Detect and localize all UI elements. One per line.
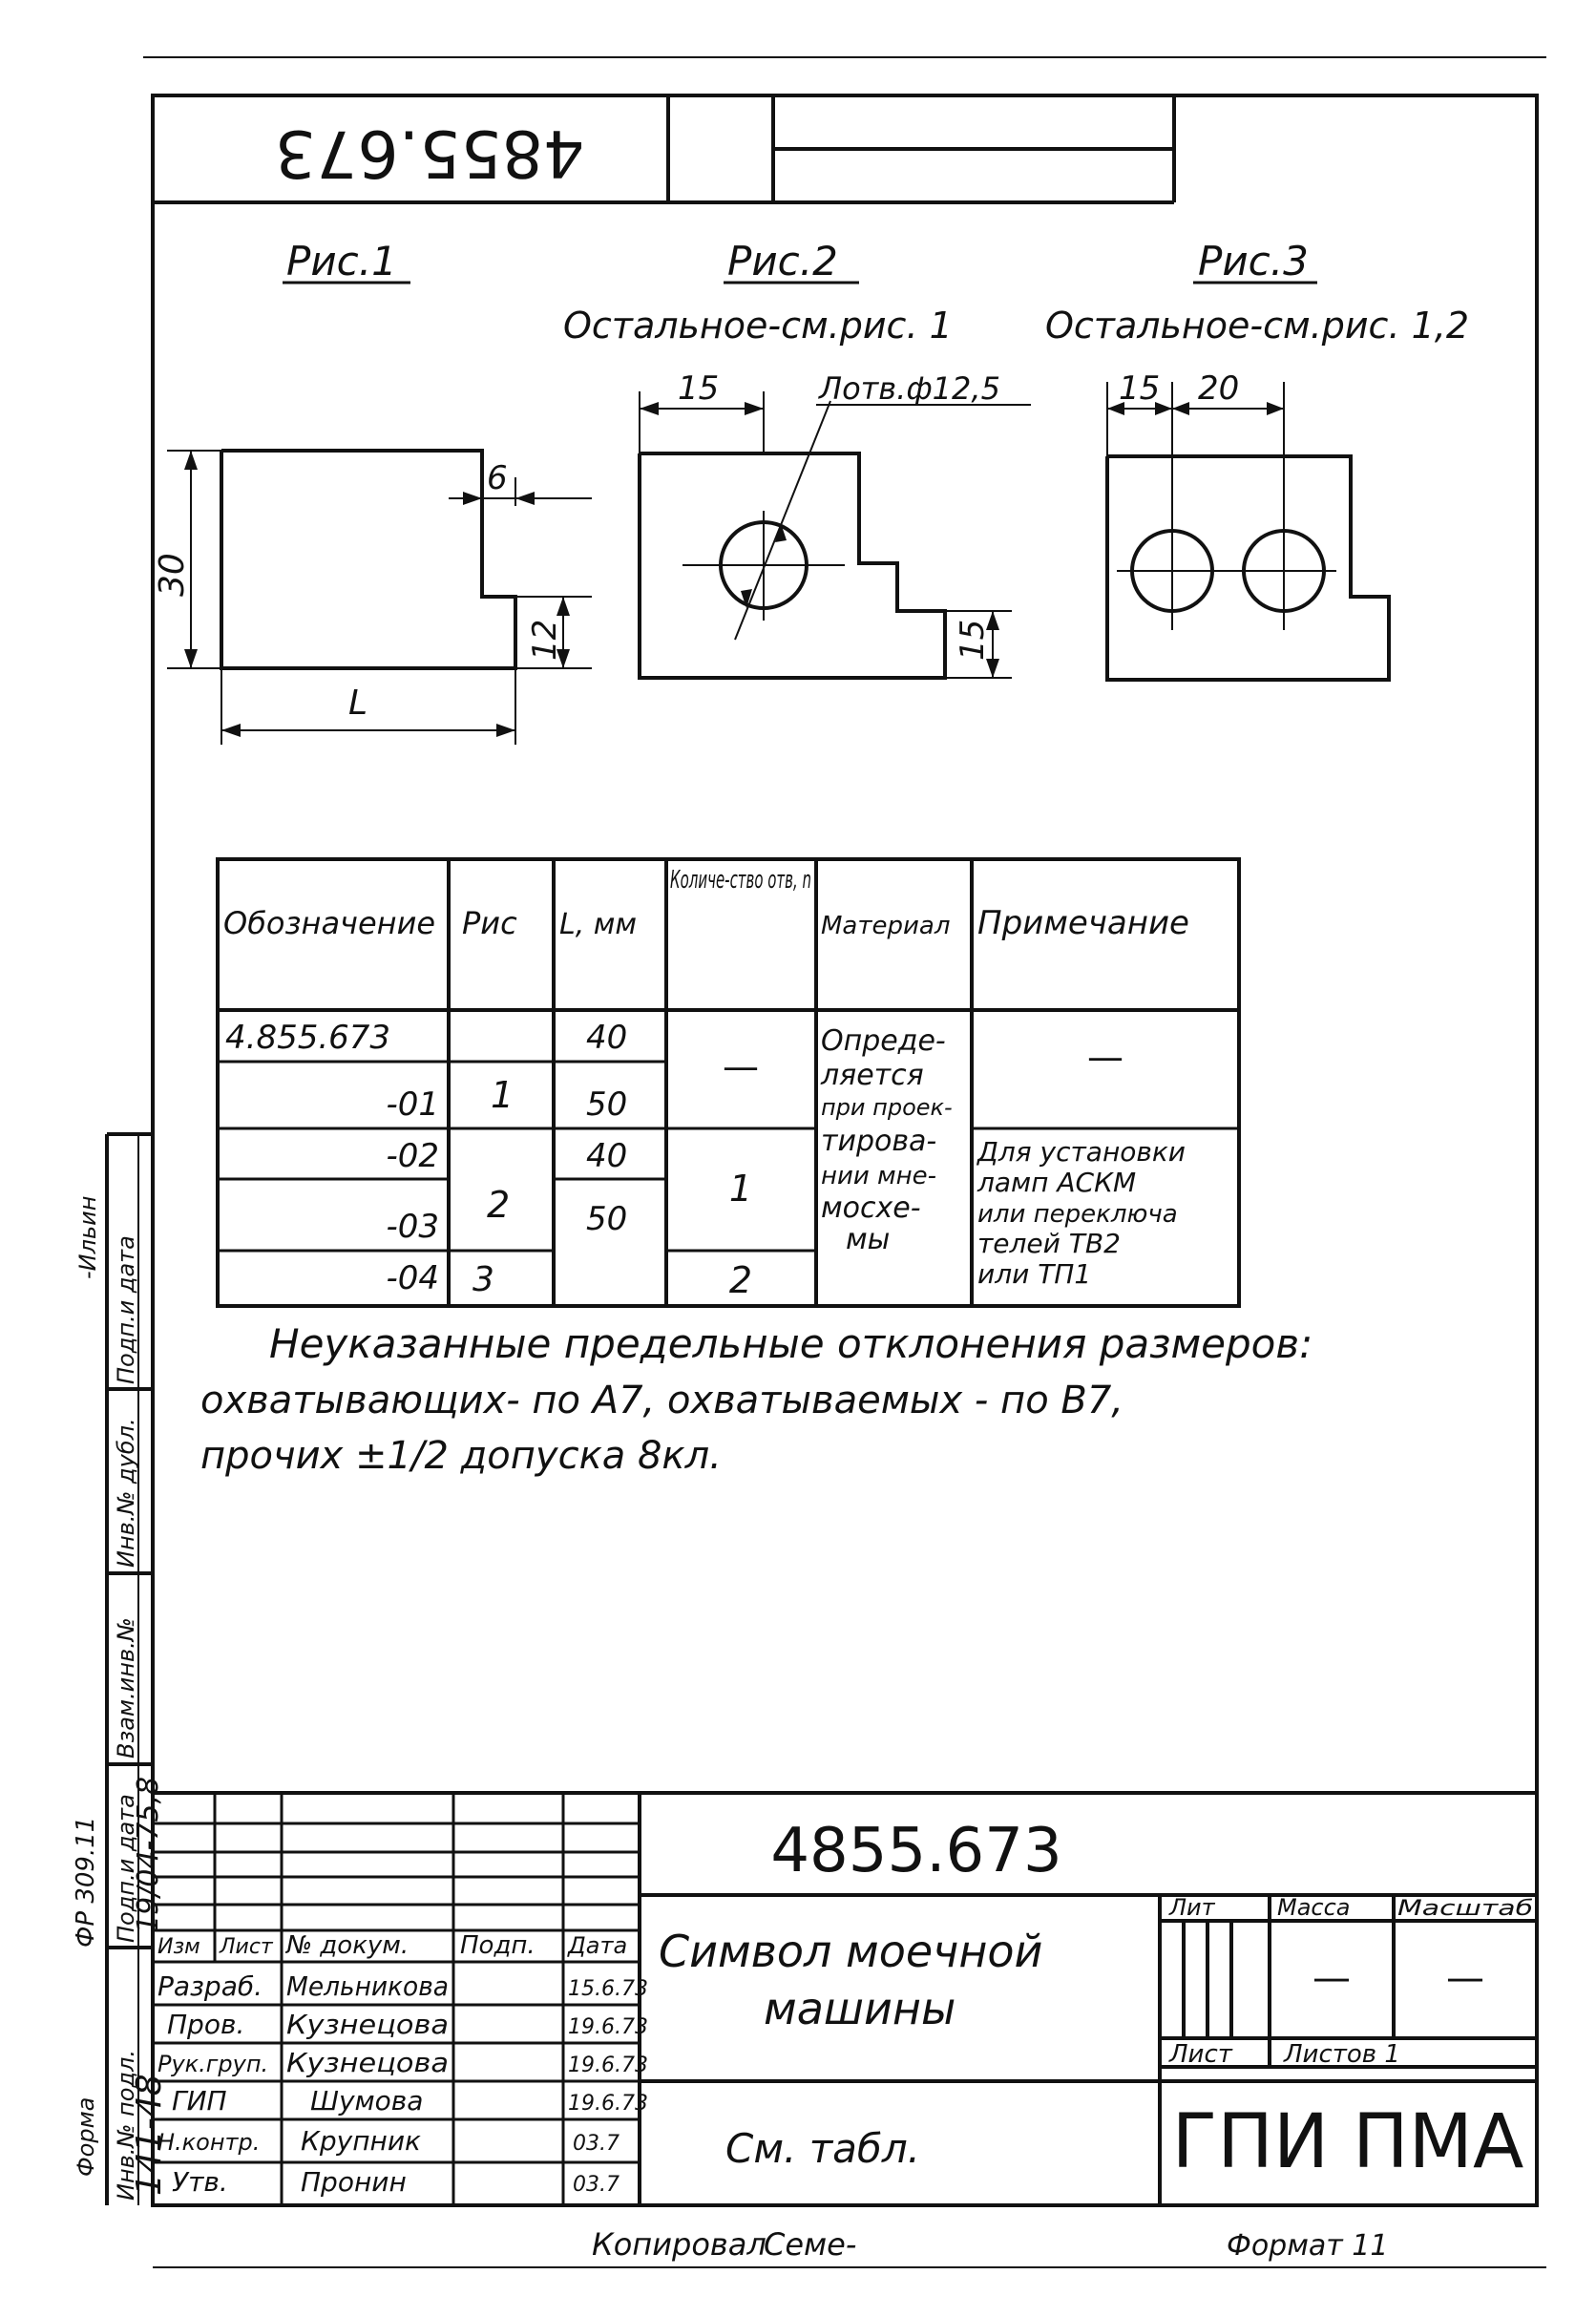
notes-cell	[976, 1136, 1186, 1290]
material-line: при проек-	[821, 1094, 953, 1121]
material-line: Опреде-	[821, 1024, 946, 1058]
person-role: Разраб.	[158, 1970, 263, 2002]
header-holes: Количе-ство отв, n	[670, 866, 811, 895]
figure-captions	[283, 238, 1469, 347]
row-code: -02	[386, 1137, 439, 1175]
person-name: Шумова	[310, 2085, 424, 2117]
copied-label: Копировал	[592, 2226, 766, 2263]
header-doc: № докум.	[286, 1931, 410, 1960]
notes-line: или переключа	[977, 1200, 1178, 1229]
person-role: ГИП	[172, 2085, 227, 2117]
row-length: 50	[586, 1200, 628, 1238]
fig3-title: Рис.3	[1198, 238, 1309, 284]
fig1-drawing	[153, 451, 592, 745]
side-date: 19/04-75,8	[132, 1776, 165, 1933]
person-role: Рук.груп.	[158, 2051, 269, 2077]
row-length: 40	[586, 1019, 628, 1057]
lit-label: Лит	[1169, 1894, 1215, 1921]
fig2-dim-offset: 15	[678, 369, 720, 408]
title-name-2: машины	[764, 1983, 956, 2034]
person-name: Кузнецова	[286, 2047, 449, 2078]
sheet-label: Лист	[1169, 2040, 1232, 2069]
list-item	[158, 2047, 648, 2078]
row-code: -04	[386, 1259, 439, 1297]
fig2-dim-step-height: 15	[954, 619, 992, 661]
table-header	[223, 866, 1189, 942]
list-item	[158, 2125, 620, 2157]
side-form: Форма	[73, 2096, 99, 2177]
holes-value-1: —	[723, 1045, 759, 1087]
footer	[592, 2226, 1388, 2263]
remark-line-2: охватывающих- по A7, охватываемых - по B7,	[200, 1379, 1124, 1422]
side-label-sign-date-2: Подп.и дата	[113, 1794, 139, 1943]
header-notes: Примечание	[977, 904, 1189, 942]
fig3-note: Остальное-см.рис. 1,2	[1045, 305, 1470, 347]
scale-value: —	[1446, 1956, 1484, 2000]
tolerance-remark	[200, 1320, 1312, 1478]
notes-line: Для установки	[977, 1136, 1186, 1168]
person-name: Пронин	[301, 2166, 407, 2198]
person-name: Мельникова	[286, 1970, 449, 2002]
material-line: тирова-	[821, 1125, 937, 1158]
spec-table	[218, 859, 1239, 1306]
top-code-block	[153, 95, 1174, 202]
row-fig: 3	[472, 1260, 494, 1299]
holes-value-2: 1	[728, 1168, 753, 1210]
notes-line: ламп АСКМ	[977, 1167, 1137, 1198]
material-cell	[820, 1024, 953, 1256]
title-material: См. табл.	[725, 2125, 921, 2172]
top-code: 4855.673	[274, 115, 585, 191]
row-code: -03	[386, 1208, 439, 1246]
side-sign: -Ильин	[74, 1195, 101, 1279]
notes-line: или ТП1	[977, 1258, 1092, 1290]
fig1-title: Рис.1	[286, 238, 397, 284]
mass-value: —	[1312, 1956, 1351, 2000]
holes-value-3: 2	[728, 1259, 753, 1301]
sheets-label: Листов 1	[1284, 2040, 1400, 2069]
title-code: 4855.673	[770, 1816, 1062, 1886]
organization: ГПИ ПМА	[1171, 2099, 1524, 2185]
table-row	[386, 1259, 494, 1299]
list-item	[158, 1970, 648, 2002]
notes-dash: —	[1087, 1036, 1124, 1078]
fig2-drawing	[640, 369, 1031, 678]
title-header	[158, 1931, 627, 1960]
side-label-dup-inv: Инв.№ дубл.	[113, 1418, 139, 1568]
title-block	[153, 1793, 1537, 2205]
notes-line: телей ТВ2	[977, 1228, 1121, 1259]
header-date: Дата	[568, 1932, 628, 1959]
person-date: 03.7	[573, 2173, 620, 2197]
remark-line-3: прочих ±1/2 допуска 8кл.	[200, 1434, 722, 1478]
header-fig: Рис	[462, 905, 517, 941]
scale-label: Масштаб	[1397, 1897, 1533, 1921]
side-stamp: ФР 309.11	[72, 1816, 100, 1948]
person-date: 03.7	[573, 2132, 620, 2156]
copied-sign: Семе-	[764, 2226, 857, 2263]
format-label: Формат 11	[1227, 2229, 1389, 2263]
side-inv: 141-48	[130, 2074, 169, 2196]
list-item	[172, 2085, 648, 2117]
fig3-dim-offset-1: 15	[1119, 369, 1161, 408]
title-name-1: Символ моечной	[659, 1926, 1043, 1977]
fig2-dim-hole: Лотв.ф12,5	[819, 370, 1000, 407]
header-change: Изм	[158, 1935, 200, 1959]
fig3-dim-offset-2: 20	[1198, 369, 1240, 408]
row-length: 40	[586, 1137, 628, 1175]
header-length: L, мм	[559, 908, 638, 941]
list-item	[167, 2009, 648, 2040]
fig1-dim-step-height: 12	[526, 619, 564, 661]
header-sheet: Лист	[220, 1935, 273, 1959]
fig1-dim-height: 30	[153, 553, 192, 597]
row-fig: 2	[487, 1184, 511, 1226]
row-length: 50	[586, 1085, 628, 1124]
side-label-sign-date: Подп.и дата	[113, 1235, 139, 1384]
fig2-title: Рис.2	[727, 238, 838, 284]
person-name: Кузнецова	[286, 2009, 449, 2040]
row-code: -01	[386, 1085, 439, 1124]
side-label-replace-inv: Взам.инв.№	[113, 1617, 139, 1759]
person-role: Утв.	[172, 2166, 228, 2198]
list-item	[172, 2166, 620, 2198]
person-role: Н.контр.	[158, 2129, 261, 2156]
header-designation: Обозначение	[223, 905, 436, 941]
header-material: Материал	[821, 912, 951, 940]
fig1-dim-step-width: 6	[487, 459, 508, 497]
row-code: 4.855.673	[225, 1019, 391, 1057]
material-line: мы	[846, 1223, 891, 1256]
person-date: 19.6.73	[568, 2015, 648, 2039]
fig1-dim-length: L	[348, 684, 368, 723]
fig3-drawing	[1107, 369, 1389, 680]
person-date: 19.6.73	[568, 2054, 648, 2077]
material-line: мосхе-	[821, 1191, 921, 1225]
person-date: 19.6.73	[568, 2092, 648, 2116]
mass-label: Масса	[1277, 1894, 1351, 1921]
remark-line-1: Неуказанные предельные отклонения размеров:	[269, 1320, 1313, 1367]
header-signature: Подп.	[460, 1931, 536, 1960]
row-fig: 1	[491, 1074, 514, 1116]
side-label-orig-inv: Инв.№ подл.	[113, 2050, 139, 2201]
person-date: 15.6.73	[568, 1977, 648, 2001]
fig2-note: Остальное-см.рис. 1	[563, 305, 953, 347]
material-line: нии мне-	[821, 1162, 937, 1190]
person-name: Крупник	[301, 2125, 421, 2157]
material-line: ляется	[821, 1059, 924, 1092]
person-role: Пров.	[167, 2009, 245, 2040]
